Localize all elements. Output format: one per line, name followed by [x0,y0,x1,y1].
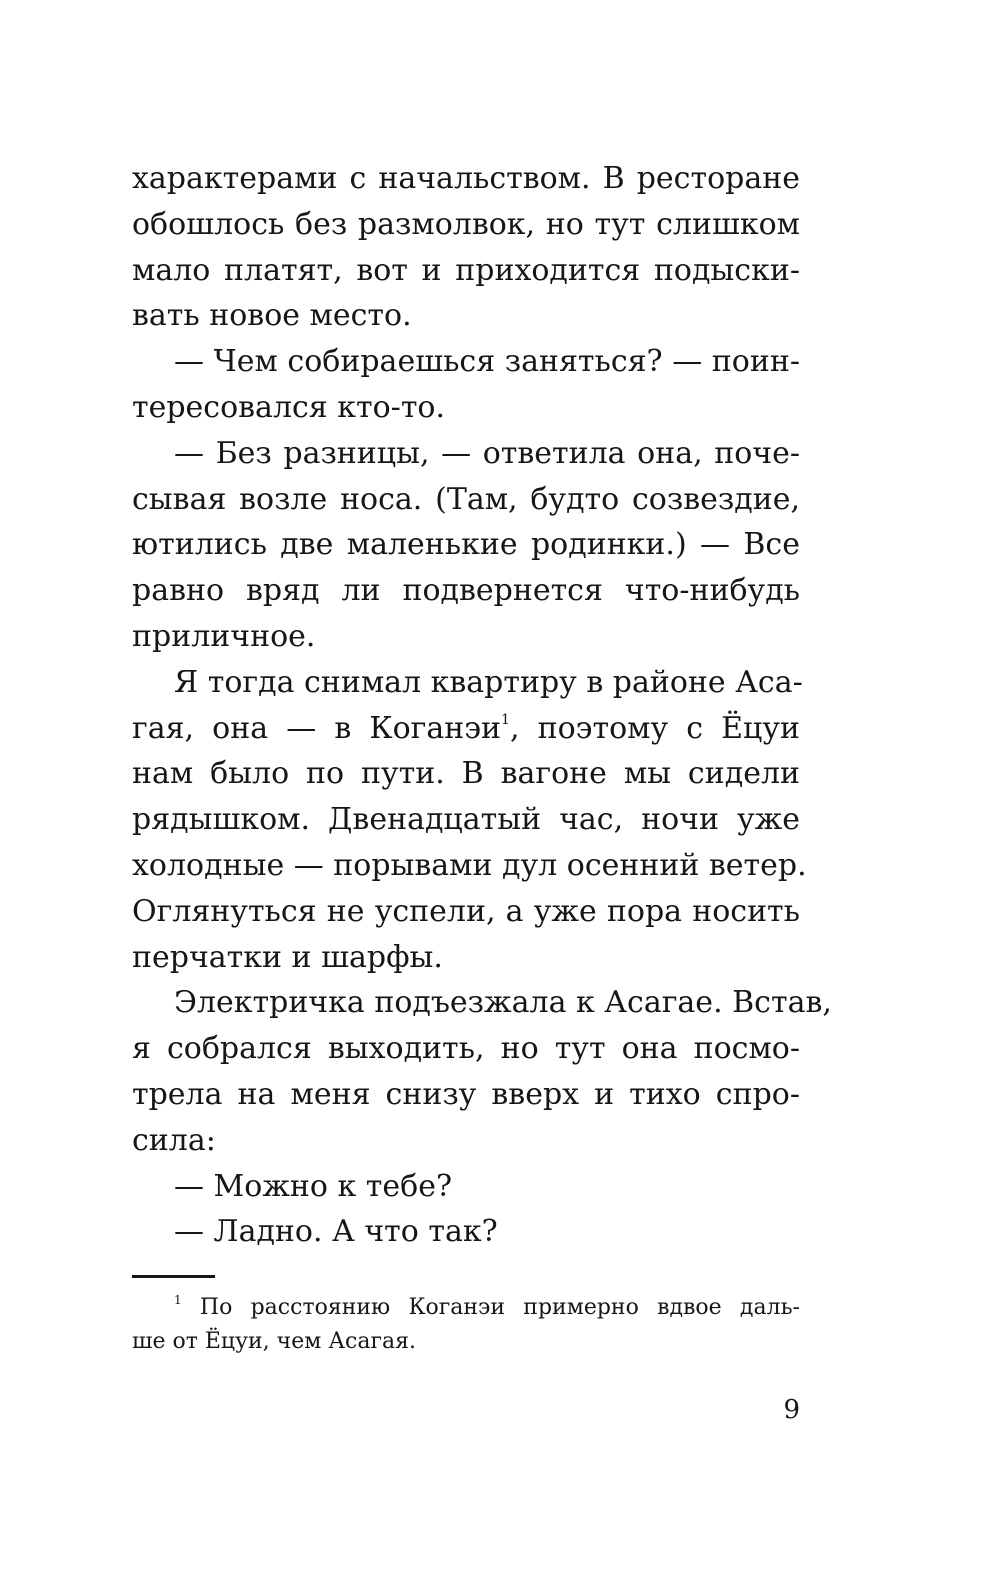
text-line: Я тогда снимал квартиру в районе Аса- [174,664,803,700]
text-fragment: , поэтому с Ёцуи [509,710,800,746]
text-line: — Без разницы, — ответила она, поче- [174,435,800,471]
footnote-line: ше от Ёцуи, чем Асагая. [132,1329,416,1354]
footnote [132,1291,800,1359]
text-line: перчатки и шарфы. [132,939,443,975]
text-line: Оглянуться не успели, а уже пора носить [132,893,800,929]
footnote-line [132,1291,800,1325]
footnote-reference[interactable]: 1 [501,711,510,728]
text-line: я собрался выходить, но тут она посмо- [132,1031,800,1067]
text-line: Электричка подъезжала к Асагае. Встав, [174,985,832,1021]
footnote-text: По расстоянию Коганэи примерно вдвое даль- [199,1295,800,1320]
text-line: ютились две маленькие родинки.) — Все [132,527,800,563]
page-number: 9 [783,1395,800,1425]
text-line: — Ладно. А что так? [174,1214,498,1250]
text-fragment: гая, она — в Коганэи [132,710,502,746]
text-line: сила: [132,1122,216,1158]
text-line: приличное. [132,618,316,654]
text-line: нам было по пути. В вагоне мы сидели [132,756,800,792]
text-line: тересовался кто-то. [132,389,446,425]
text-line: трела на меня снизу вверх и тихо спро- [132,1076,800,1112]
text-line: рядышком. Двенадцатый час, ночи уже [132,802,800,838]
text-line: — Чем собираешься заняться? — поин- [174,344,800,380]
text-line: сывая возле носа. (Там, будто созвездие, [132,481,800,517]
text-line-with-footnote-ref [132,706,800,752]
footnote-separator [132,1275,215,1278]
body-text [132,156,832,1255]
text-line: равно вряд ли подвернется что-нибудь [132,573,800,609]
text-line: характерами с начальством. В ресторане [132,161,800,196]
text-line: холодные — порывами дул осенний ветер. [132,847,807,883]
text-line: обошлось без размолвок, но тут слишком [132,206,800,242]
text-line: — Можно к тебе? [174,1168,453,1204]
footnote-marker: 1 [174,1293,182,1307]
text-line: мало платят, вот и приходится подыски- [132,252,800,288]
text-line: вать новое место. [132,298,412,334]
